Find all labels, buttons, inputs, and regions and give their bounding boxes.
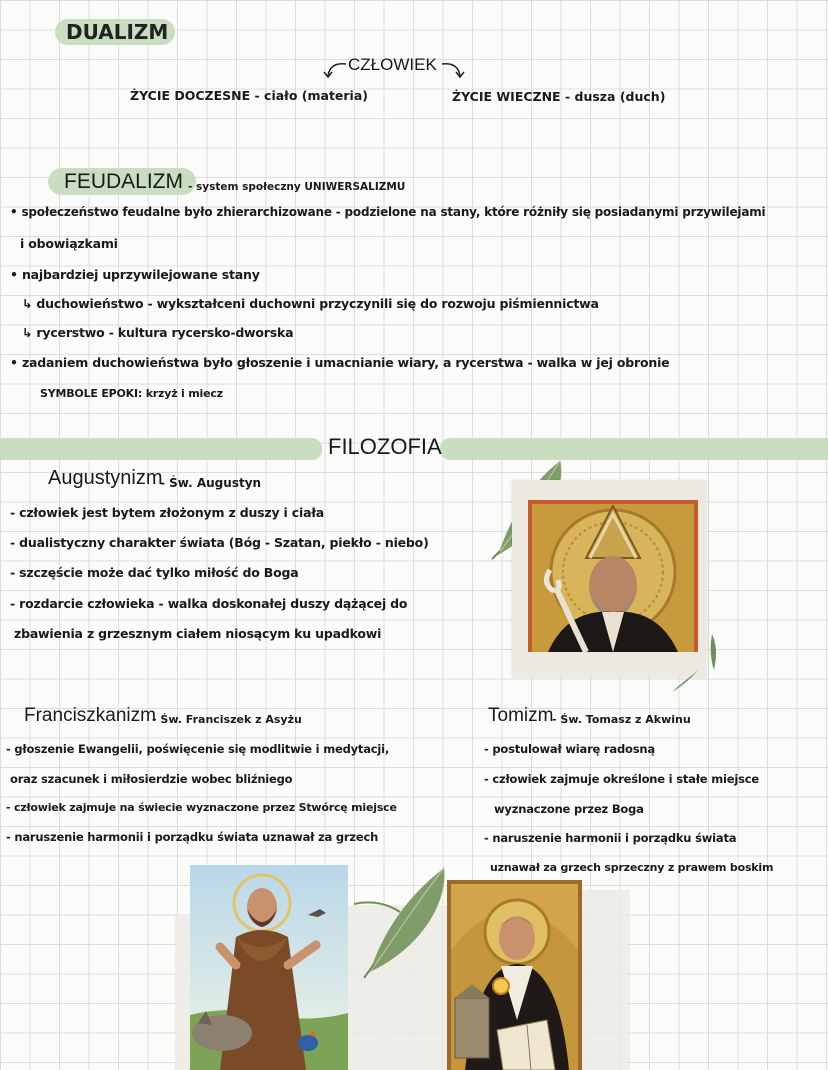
dualizm-right: ŻYCIE WIECZNE - dusza (duch) [452, 89, 666, 104]
franciszkanizm-name: Franciszkanizm [24, 705, 156, 726]
feudalizm-line: SYMBOLE EPOKI: krzyż i miecz [40, 387, 223, 400]
filozofia-title: FILOZOFIA [328, 434, 442, 459]
franciszkanizm-saint: - Św. Franciszek z Asyżu [152, 713, 302, 726]
franciszkanizm-line: - głoszenie Ewangelii, poświęcenie się modlitwie i medytacji, [6, 742, 390, 756]
tomizm-line: - człowiek zajmuje określone i stałe miejsce [484, 772, 759, 786]
tomizm-line: uznawał za grzech sprzeczny z prawem boskim [490, 861, 774, 874]
feudalizm-title: FEUDALIZM [64, 170, 184, 193]
franciszkanizm-line: oraz szacunek i miłosierdzie wobec bliźniego [10, 772, 293, 786]
augustynizm-name: Augustynizm [48, 467, 163, 489]
leaf-icon [352, 860, 452, 980]
tomizm-notes [484, 742, 824, 882]
francis-portrait-image [190, 865, 348, 1070]
filozofia-bar-left [0, 438, 322, 460]
augustynizm-line: - szczęście może dać tylko miłość do Boga [10, 565, 299, 580]
augustynizm-line: - człowiek jest bytem złożonym z duszy i ciała [10, 505, 324, 520]
augustynizm-saint: - Św. Augustyn [160, 476, 262, 490]
feudalizm-subtitle: - system społeczny UNIWERSALIZMU [188, 181, 406, 193]
augustynizm-line: - dualistyczny charakter świata (Bóg - Szatan, piekło - niebo) [10, 535, 429, 550]
tomizm-saint: - Św. Tomasz z Akwinu [552, 713, 691, 726]
feudalizm-line: ↳ duchowieństwo - wykształceni duchowni przyczynili się do rozwoju piśmiennictwa [22, 296, 599, 311]
small-leaf-icon [668, 630, 723, 695]
dualizm-center: CZŁOWIEK [348, 55, 437, 74]
feudalizm-notes [10, 205, 820, 405]
paper-tape [580, 890, 630, 1070]
arrow-right-icon [440, 60, 466, 82]
franciszkanizm-line: - naruszenie harmonii i porządku świata uznawał za grzech [6, 830, 379, 844]
augustynizm-notes [10, 505, 480, 655]
feudalizm-line: • zadaniem duchowieństwa było głoszenie i umacnianie wiary, a rycerstwa - walka w jej obronie [10, 355, 670, 370]
feudalizm-line: ↳ rycerstwo - kultura rycersko-dworska [22, 325, 294, 340]
dualizm-title: DUALIZM [66, 20, 169, 44]
tomizm-line: wyznaczone przez Boga [494, 802, 644, 816]
feudalizm-line: • najbardziej uprzywilejowane stany [10, 267, 260, 282]
tomizm-name: Tomizm [488, 705, 554, 726]
tomizm-line: - postulował wiarę radosną [484, 742, 655, 756]
augustynizm-line: zbawienia z grzesznym ciałem niosącym ku upadkowi [14, 626, 382, 641]
arrow-left-icon [322, 60, 348, 82]
feudalizm-line: • społeczeństwo feudalne było zhierarchizowane - podzielone na stany, które różniły się posiadanymi przywilejami [10, 205, 766, 219]
franciszkanizm-notes [6, 742, 476, 852]
augustynizm-line: - rozdarcie człowieka - walka doskonałej duszy dążącej do [10, 596, 408, 611]
tomizm-line: - naruszenie harmonii i porządku świata [484, 831, 737, 845]
dualizm-left: ŻYCIE DOCZESNE - ciało (materia) [130, 88, 368, 103]
thomas-portrait-image [447, 880, 582, 1070]
franciszkanizm-line: - człowiek zajmuje na świecie wyznaczone przez Stwórcę miejsce [6, 801, 397, 814]
feudalizm-line: i obowiązkami [20, 236, 118, 251]
